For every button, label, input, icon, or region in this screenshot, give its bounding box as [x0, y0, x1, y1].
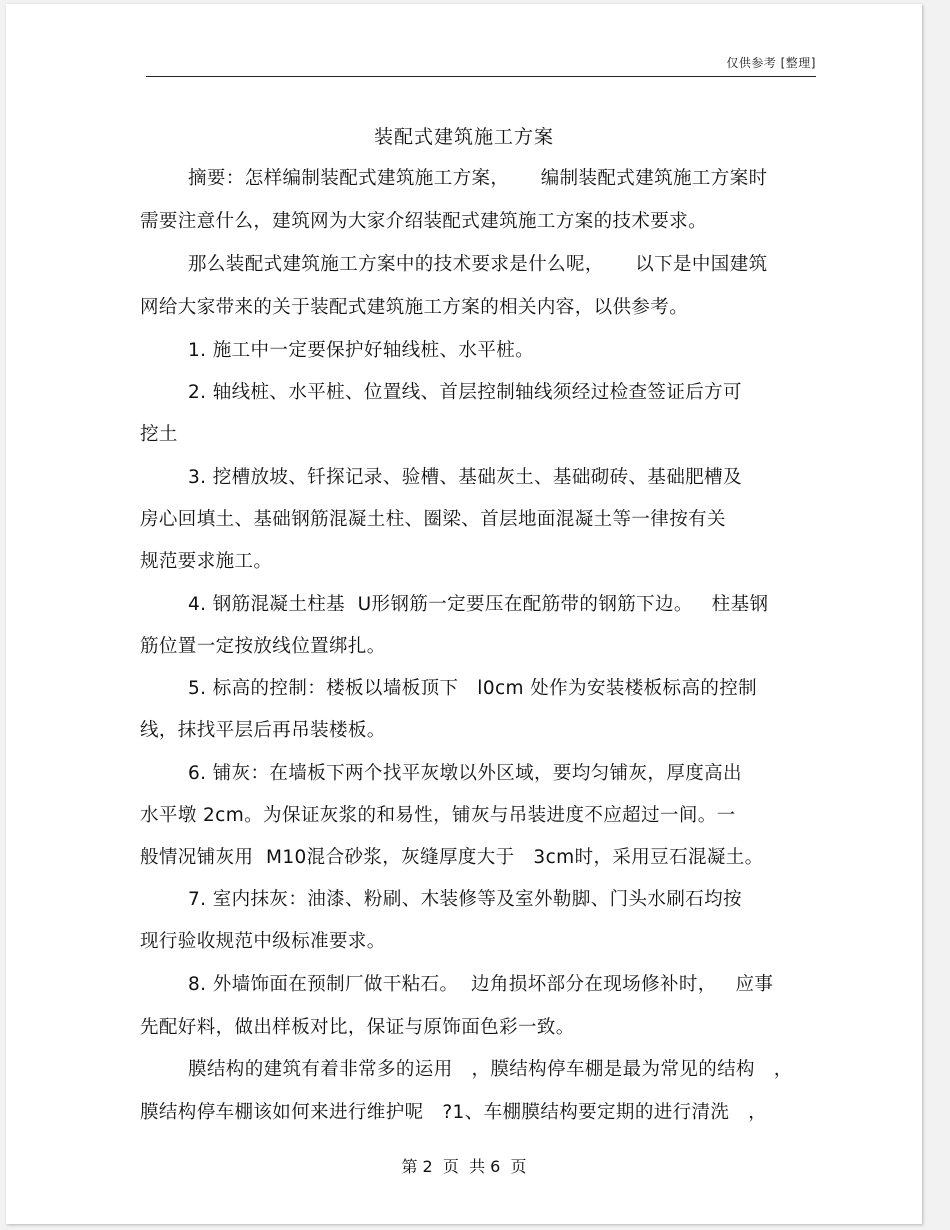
body-line: 8. 外墙饰面在预制厂做干粘石。 边角损坏部分在现场修补时， 应事 — [188, 974, 774, 995]
body-line: 般情况铺灰用 M10混合砂浆，灰缝厚度大于 3cm时，采用豆石混凝土。 — [140, 847, 764, 868]
body-line: 6. 铺灰：在墙板下两个找平灰墩以外区域，要均匀铺灰，厚度高出 — [188, 763, 742, 784]
document-page — [6, 4, 922, 1224]
body-line: 1. 施工中一定要保护好轴线桩、水平桩。 — [188, 340, 535, 361]
body-line: 那么装配式建筑施工方案中的技术要求是什么呢， 以下是中国建筑 — [188, 254, 768, 275]
body-line: 规范要求施工。 — [140, 551, 273, 572]
body-line: 3. 挖槽放坡、钎探记录、验槽、基础灰土、基础砌砖、基础肥槽及 — [188, 467, 742, 488]
body-line: 2. 轴线桩、水平桩、位置线、首层控制轴线须经过检查签证后方可 — [188, 382, 742, 403]
body-line: 5. 标高的控制：楼板以墙板顶下 l0cm 处作为安装楼板标高的控制 — [188, 678, 758, 699]
body-line: 房心回填土、基础钢筋混凝土柱、圈梁、首层地面混凝土等一律按有关 — [140, 509, 726, 530]
body-line: 摘要：怎样编制装配式建筑施工方案， 编制装配式建筑施工方案时 — [188, 168, 768, 189]
header-label: 仅供参考 [整理] — [726, 56, 816, 70]
body-line: 膜结构的建筑有着非常多的运用 ，膜结构停车棚是最为常见的结构 ， — [188, 1059, 793, 1080]
body-line: 筋位置一定按放线位置绑扎。 — [140, 636, 386, 657]
body-line: 4. 钢筋混凝土柱基 U形钢筋一定要压在配筋带的钢筋下边。 柱基钢 — [188, 594, 769, 615]
body-line: 膜结构停车棚该如何来进行维护呢 ?1、车棚膜结构要定期的进行清洗 ， — [140, 1102, 768, 1123]
body-line: 挖土 — [140, 424, 178, 445]
body-line: 水平墩 2cm。为保证灰浆的和易性，铺灰与吊装进度不应超过一间。一 — [140, 805, 736, 826]
body-line: 线，抹找平层后再吊装楼板。 — [140, 720, 386, 741]
body-line: 先配好料，做出样板对比，保证与原饰面色彩一致。 — [140, 1017, 575, 1038]
body-line: 网给大家带来的关于装配式建筑施工方案的相关内容，以供参考。 — [140, 297, 689, 318]
header-rule — [146, 76, 816, 77]
page-number: 第 2 页 共 6 页 — [401, 1157, 527, 1176]
body-line: 现行验收规范中级标准要求。 — [140, 931, 386, 952]
body-line: 7. 室内抹灰：油漆、粉刷、木装修等及室外勒脚、门头水刷石均按 — [188, 889, 742, 910]
body-line: 需要注意什么，建筑网为大家介绍装配式建筑施工方案的技术要求。 — [140, 211, 708, 232]
document-title: 装配式建筑施工方案 — [373, 126, 554, 148]
